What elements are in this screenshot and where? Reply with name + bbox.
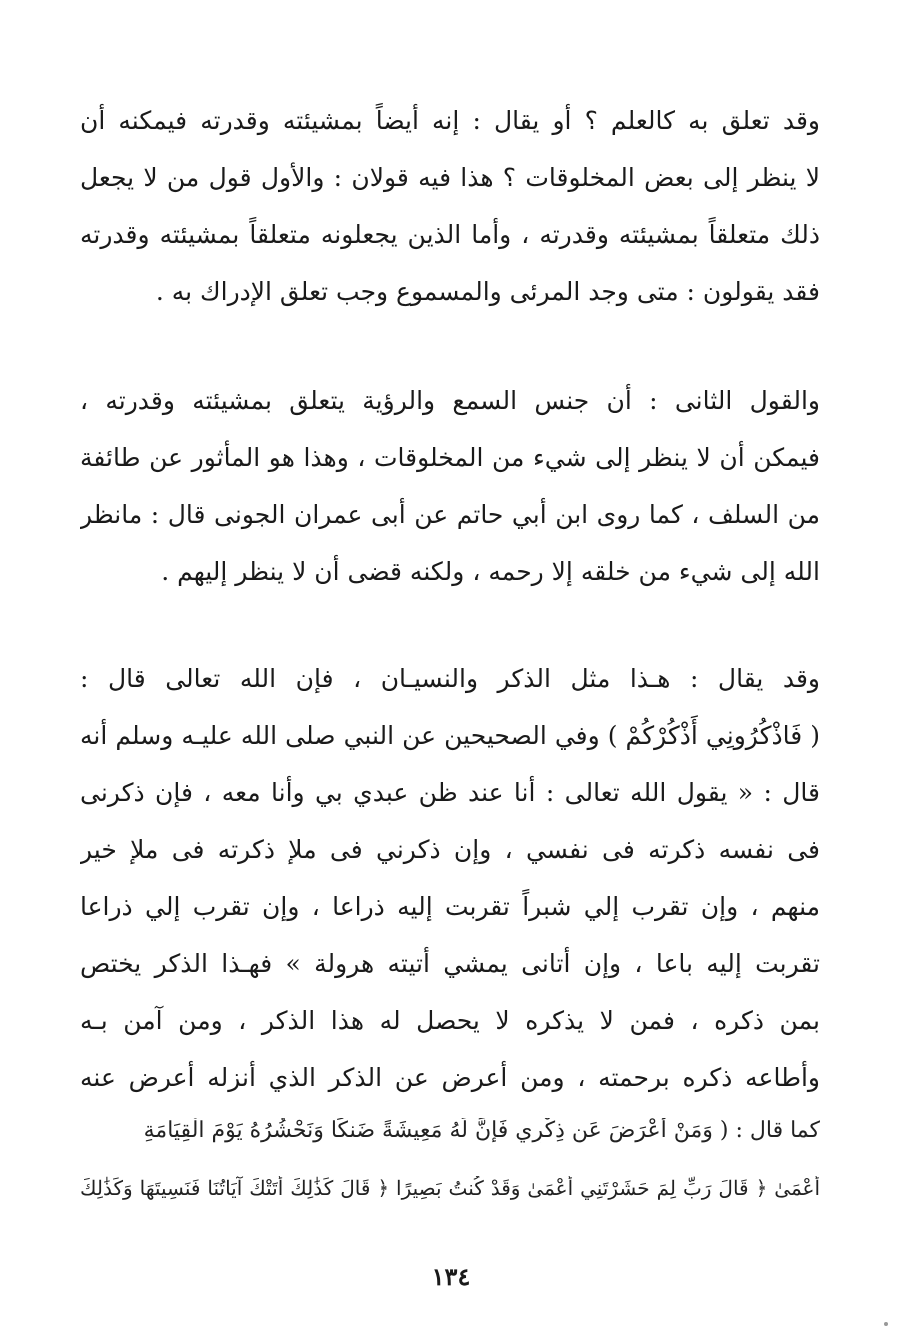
text-line: وقد يقال : هـذا مثل الذكر والنسيـان ، فإن الله تعالى قال : bbox=[80, 664, 820, 693]
text-line: ( فَاذْكُرُونِي أَذْكُرْكُمْ ) وفي الصحيحين عن النبي صلى الله عليـه وسلم أنه bbox=[80, 721, 820, 750]
text-line: فى نفسه ذكرته فى نفسي ، وإن ذكرني فى ملإ ذكرته فى ملإ خير bbox=[80, 835, 820, 864]
text-line: وقد تعلق به كالعلم ؟ أو يقال : إنه أيضاً بمشيئته وقدرته فيمكنه أن bbox=[80, 106, 820, 135]
text-line: منهم ، وإن تقرب إلي شبراً تقربت إليه ذراعا ، وإن تقرب إلي ذراعا bbox=[80, 892, 820, 921]
text-line: فقد يقولون : متى وجد المرئى والمسموع وجب تعلق الإدراك به . bbox=[155, 277, 820, 306]
text-line: بمن ذكره ، فمن لا يذكره لا يحصل له هذا الذكر ، ومن آمن بـه bbox=[80, 1006, 820, 1035]
page-number: ١٣٤ bbox=[431, 1262, 471, 1291]
text-line: وأطاعه ذكره برحمته ، ومن أعرض عن الذكر الذي أنزله أعرض عنه bbox=[80, 1063, 820, 1092]
text-line: والقول الثانى : أن جنس السمع والرؤية يتعلق بمشيئته وقدرته ، bbox=[80, 386, 820, 415]
text-line: قال : « يقول الله تعالى : أنا عند ظن عبدي بي وأنا معه ، فإن ذكرنى bbox=[80, 778, 820, 807]
quran-verse-line-1: كما قال : ( وَمَنْ أَعْرَضَ عَن ذِكْرِي فَإِنَّ لَهُ مَعِيشَةً ضَنكًا وَنَحْشُرُهُ يَوْمَ الْقِيَامَةِ bbox=[143, 1118, 820, 1143]
quran-verse-line-2: أَعْمَىٰ ﴿ قَالَ رَبِّ لِمَ حَشَرْتَنِي أَعْمَىٰ وَقَدْ كُنتُ بَصِيرًا ﴿ قَالَ كَذَٰلِكَ أَتَتْكَ آيَاتُنَا فَنَسِيتَهَا وَكَذَٰلِكَ bbox=[80, 1176, 820, 1200]
paragraph-1 bbox=[80, 92, 820, 320]
text-line: تقربت إليه باعا ، وإن أتانى يمشي أتيته هرولة » فهـذا الذكر يختص bbox=[80, 949, 820, 978]
text-line: لا ينظر إلى بعض المخلوقات ؟ هذا فيه قولان : والأول قول من لا يجعل bbox=[80, 163, 820, 192]
text-line: ذلك متعلقاً بمشيئته وقدرته ، وأما الذين يجعلونه متعلقاً بمشيئته وقدرته bbox=[80, 220, 820, 249]
page-speck bbox=[884, 1322, 888, 1326]
paragraph-3 bbox=[80, 650, 820, 1106]
paragraph-2 bbox=[80, 372, 820, 600]
text-line: الله إلى شيء من خلقه إلا رحمه ، ولكنه قضى أن لا ينظر إليهم . bbox=[161, 557, 820, 586]
text-line: فيمكن أن لا ينظر إلى شيء من المخلوقات ، وهذا هو المأثور عن طائفة bbox=[80, 443, 820, 472]
text-line: من السلف ، كما روى ابن أبي حاتم عن أبى عمران الجونى قال : مانظر bbox=[80, 500, 820, 529]
